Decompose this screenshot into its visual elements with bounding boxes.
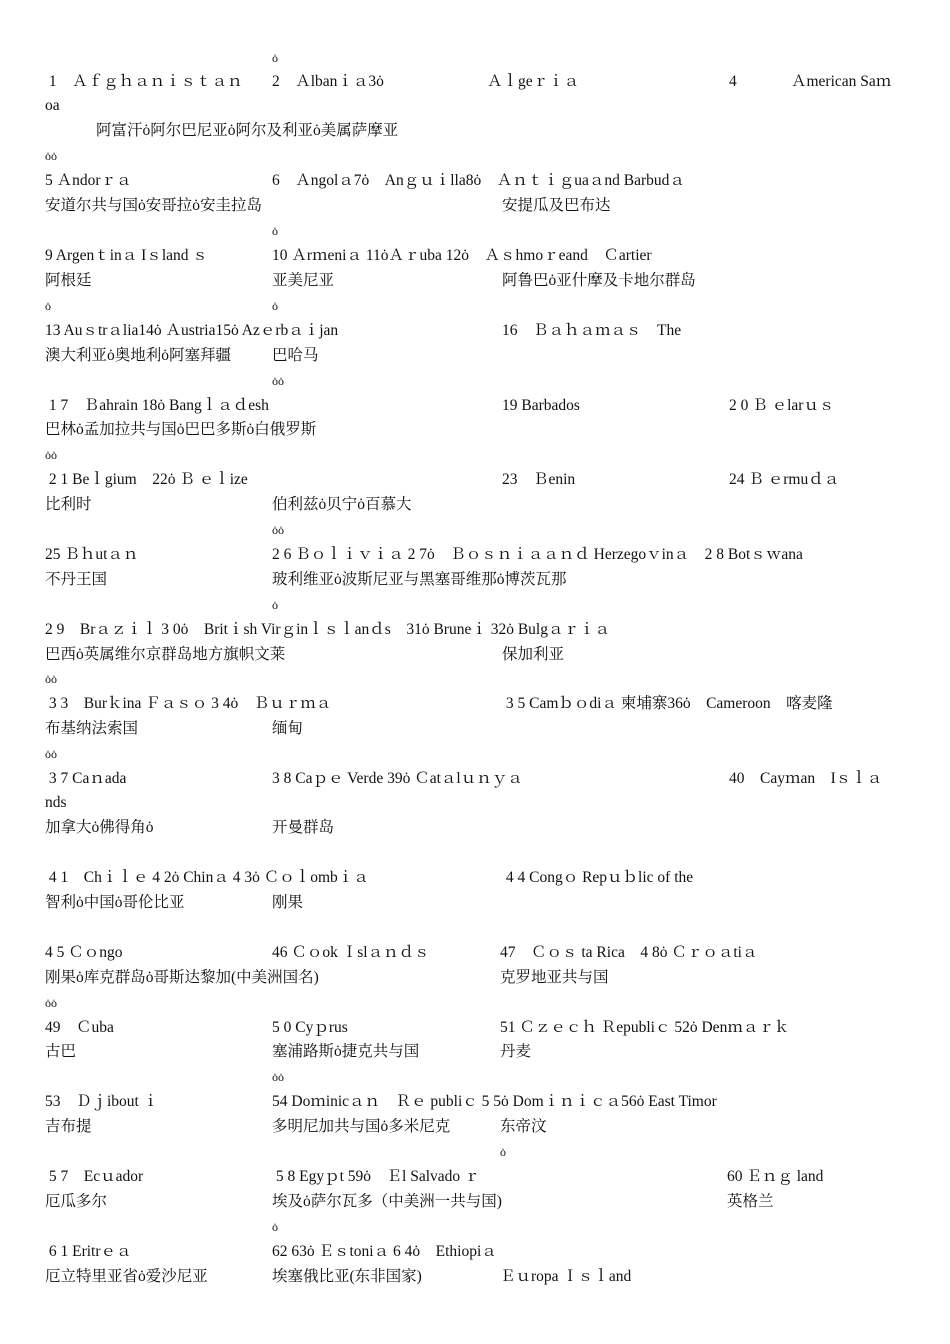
country-entry-text: 2 9 Brａｚｉｌ 3 0ȯ Britｉsh Virｇinｌｓｌanｄs 31ȯ Bruneｉ 32ȯ Bulgａｒｉａ bbox=[45, 621, 610, 638]
stray-glyph-mark: ȯ bbox=[272, 224, 278, 238]
country-entry-text: 2 1 Beｌgium 22ȯ Ｂ ｅｌize bbox=[45, 471, 248, 488]
stray-glyph-mark: ȯ bbox=[272, 51, 278, 65]
chinese-name-text: 吉布提 bbox=[45, 1118, 92, 1135]
stray-glyph-mark: ȯ bbox=[272, 1220, 278, 1234]
country-entry-text: 62 63ȯ Ｅｓtoniａ 6 4ȯ Ethiopiａ bbox=[272, 1243, 497, 1260]
country-entry-text: 49 Ｃuba bbox=[45, 1019, 114, 1036]
chinese-name-text: 多明尼加共与国ȯ多米尼克 bbox=[272, 1118, 451, 1135]
stray-glyph-mark: ȯ bbox=[272, 299, 278, 313]
chinese-name-text: 安道尔共与国ȯ安哥拉ȯ安圭拉岛 bbox=[45, 197, 263, 214]
chinese-name-text: 英格兰 bbox=[727, 1193, 774, 1210]
chinese-name-text: 安提瓜及巴布达 bbox=[502, 197, 611, 214]
country-entry-text: 4 4 Congｏ Repｕｂlic of the bbox=[502, 869, 694, 886]
country-entry-text: 40 Cayｍan Iｓｌａ bbox=[729, 770, 883, 787]
country-entry-text: 60 Ｅｎｇ land bbox=[727, 1168, 824, 1185]
chinese-name-text: 阿根廷 bbox=[45, 272, 92, 289]
chinese-name-text: 伯利兹ȯ贝宁ȯ百慕大 bbox=[272, 496, 412, 513]
chinese-name-text: 丹麦 bbox=[500, 1043, 532, 1060]
chinese-name-text: 巴哈马 bbox=[272, 347, 319, 364]
country-entry-text: oa bbox=[45, 97, 60, 114]
country-entry-text: nds bbox=[45, 794, 67, 811]
country-entry-text: 6 Ａngolａ7ȯ Anｇｕｉlla8ȯ Ａｎｔｉｇuaａnd Barbudａ bbox=[272, 172, 685, 189]
stray-glyph-mark: ȯȯ bbox=[45, 747, 57, 761]
country-entry-text: 5 0 Cyｐrus bbox=[272, 1019, 348, 1036]
country-entry-text: 4 bbox=[729, 73, 737, 90]
chinese-name-text: 巴西ȯ英属维尔京群岛地方旗帜文莱 bbox=[45, 646, 286, 663]
chinese-name-text: 澳大利亚ȯ奥地利ȯ阿塞拜疆 bbox=[45, 347, 232, 364]
stray-glyph-mark: ȯ bbox=[45, 299, 51, 313]
stray-glyph-mark: ȯ bbox=[500, 1145, 506, 1159]
stray-glyph-mark: ȯȯ bbox=[45, 672, 57, 686]
chinese-name-text: 埃塞俄比亚(东非国家) bbox=[272, 1268, 422, 1285]
chinese-name-text: 布基纳法索国 bbox=[45, 720, 139, 737]
country-entry-text: 1 Ａｆｇｈａｎｉｓｔａｎ bbox=[45, 73, 243, 90]
country-entry-text: 24 Ｂ ｅrmuｄａ bbox=[729, 471, 840, 488]
country-entry-text: 25 Ｂｈutａｎ bbox=[45, 546, 139, 563]
country-entry-text: Ａｌgeｒｉａ bbox=[487, 73, 580, 90]
country-entry-text: 3 8 Caｐｅ Verde 39ȯ Ｃatａlｕｎｙａ bbox=[272, 770, 523, 787]
chinese-name-text: 不丹王国 bbox=[45, 571, 108, 588]
stray-glyph-mark: ȯȯ bbox=[45, 149, 57, 163]
country-entry-text: 3 3 Burｋina Ｆａｓｏ 3 4ȯ Ｂｕｒｍａ bbox=[45, 695, 332, 712]
country-entry-text: 1 7 Ｂahrain 18ȯ Bangｌａｄesh bbox=[45, 397, 269, 414]
country-entry-text: 10 Ａrｍeniａ 11ȯＡｒuba 12ȯ Ａｓhmoｒeand Ｃartier bbox=[272, 247, 652, 264]
country-entry-text: 16 Ｂａｈａｍａｓ The bbox=[502, 322, 682, 339]
country-entry-text: 53 Ｄｊibout ｉ bbox=[45, 1093, 159, 1110]
country-entry-text: 5 7 Ecｕador bbox=[45, 1168, 144, 1185]
stray-glyph-mark: ȯȯ bbox=[272, 523, 284, 537]
stray-glyph-mark: ȯ bbox=[272, 598, 278, 612]
chinese-name-text: 开曼群岛 bbox=[272, 819, 335, 836]
country-entry-text: 5 8 Egyｐt 59ȯ Ｅl Salvado ｒ bbox=[272, 1168, 480, 1185]
chinese-name-text: 古巴 bbox=[45, 1043, 77, 1060]
country-entry-text: 51 Ｃｚｅｃｈ Ｒepubliｃ 52ȯ Denｍａｒｋ bbox=[500, 1019, 790, 1036]
stray-glyph-mark: ȯȯ bbox=[45, 996, 57, 1010]
chinese-name-text: 比利时 bbox=[45, 496, 92, 513]
country-entry-text: 6 1 Eritrｅａ bbox=[45, 1243, 132, 1260]
stray-glyph-mark: ȯȯ bbox=[272, 374, 284, 388]
country-entry-text: 2 6 Ｂｏｌｉｖｉａ 2 7ȯ Ｂｏｓｎｉａａｎｄ Herzegoｖinａ 2 8 Botｓｗana bbox=[272, 546, 803, 563]
country-entry-text: 2 0 Ｂ ｅlarｕｓ bbox=[729, 397, 835, 414]
chinese-name-text: Ｅｕropa Ｉｓｌand bbox=[500, 1268, 632, 1285]
chinese-name-text: 保加利亚 bbox=[502, 646, 565, 663]
chinese-name-text: 刚果 bbox=[272, 894, 304, 911]
country-entry-text: 5 Ａndorｒａ bbox=[45, 172, 132, 189]
chinese-name-text: 阿富汗ȯ阿尔巴尼亚ȯ阿尔及利亚ȯ美属萨摩亚 bbox=[96, 122, 399, 139]
country-entry-text: 13 Auｓtrａlia14ȯ Ａustria15ȯ Azｅrbａｉjan bbox=[45, 322, 339, 339]
country-entry-text: 23 Ｂenin bbox=[502, 471, 576, 488]
country-entry-text: 3 7 Caｎada bbox=[45, 770, 127, 787]
country-entry-text: 54 Doｍinicａｎ Ｒｅ publiｃ 5 5ȯ Domｉｎｉｃａ56ȯ East Timor bbox=[272, 1093, 717, 1110]
stray-glyph-mark: ȯȯ bbox=[272, 1070, 284, 1084]
chinese-name-text: 克罗地亚共与国 bbox=[500, 969, 609, 986]
chinese-name-text: 刚果ȯ库克群岛ȯ哥斯达黎加(中美洲国名) bbox=[45, 969, 319, 986]
chinese-name-text: 巴林ȯ孟加拉共与国ȯ巴巴多斯ȯ白俄罗斯 bbox=[45, 421, 317, 438]
country-entry-text: Ａmerican Saｍ bbox=[791, 73, 892, 90]
country-entry-text: 4 1 Chｉｌｅ 4 2ȯ Chinａ 4 3ȯ Ｃｏｌombｉａ bbox=[45, 869, 369, 886]
chinese-name-text: 智利ȯ中国ȯ哥伦比亚 bbox=[45, 894, 185, 911]
chinese-name-text: 缅甸 bbox=[272, 720, 304, 737]
country-entry-text: 47 Ｃｏｓ ta Rica 4 8ȯ Ｃｒｏａtiａ bbox=[500, 944, 758, 961]
chinese-name-text: 加拿大ȯ佛得角ȯ bbox=[45, 819, 154, 836]
country-entry-text: 2 Ａlbanｉａ3ȯ bbox=[272, 73, 384, 90]
country-entry-text: 9 Argenｔinａ Iｓland ｓ bbox=[45, 247, 208, 264]
chinese-name-text: 亚美尼亚 bbox=[272, 272, 335, 289]
country-entry-text: 4 5 Ｃｏngo bbox=[45, 944, 123, 961]
country-entry-text: 46 Ｃｏok Ｉslａｎｄｓ bbox=[272, 944, 430, 961]
chinese-name-text: 厄瓜多尔 bbox=[45, 1193, 108, 1210]
chinese-name-text: 埃及ȯ萨尔瓦多（中美洲一共与国) bbox=[272, 1193, 502, 1210]
country-entry-text: 19 Barbados bbox=[502, 397, 580, 414]
chinese-name-text: 厄立特里亚省ȯ爱沙尼亚 bbox=[45, 1268, 208, 1285]
stray-glyph-mark: ȯȯ bbox=[45, 448, 57, 462]
chinese-name-text: 玻利维亚ȯ波斯尼亚与黑塞哥维那ȯ博茨瓦那 bbox=[272, 571, 567, 588]
chinese-name-text: 东帝汶 bbox=[500, 1118, 547, 1135]
country-entry-text: 3 5 Camｂｏdiａ 柬埔寨36ȯ Cameroon 喀麦隆 bbox=[502, 695, 833, 712]
chinese-name-text: 阿鲁巴ȯ亚什摩及卡地尔群岛 bbox=[502, 272, 696, 289]
chinese-name-text: 塞浦路斯ȯ捷克共与国 bbox=[272, 1043, 420, 1060]
